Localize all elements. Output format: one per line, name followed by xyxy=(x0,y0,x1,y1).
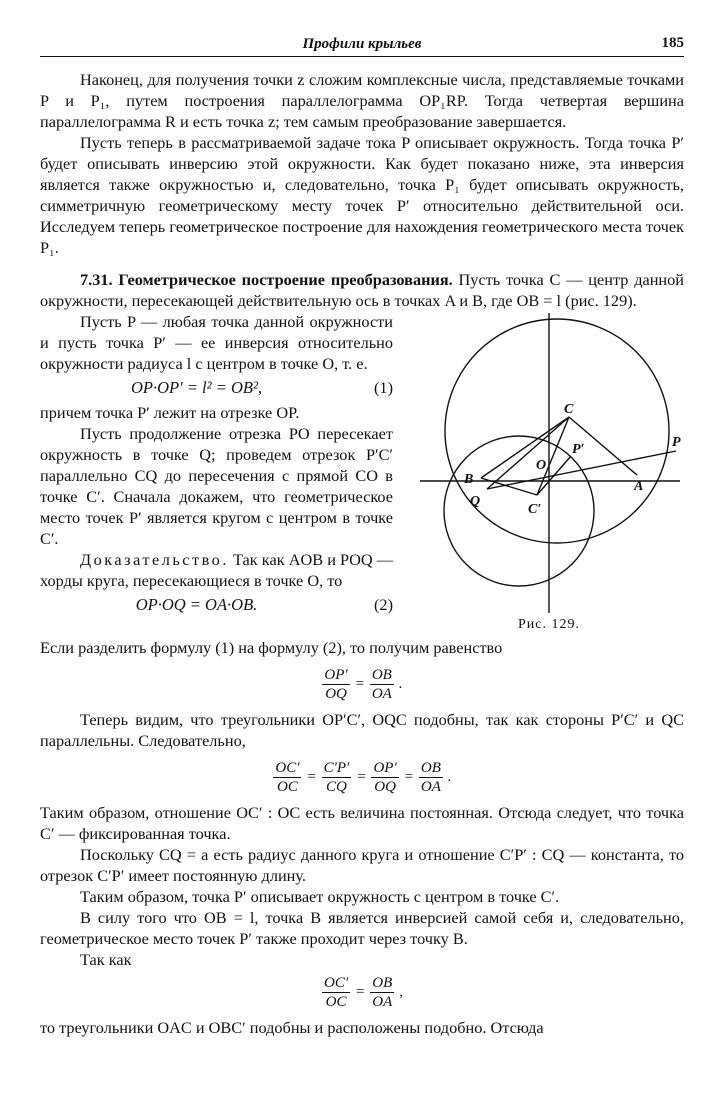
denominator: OA xyxy=(371,686,392,702)
inverse-circle xyxy=(444,436,594,586)
label-q: Q xyxy=(470,494,481,509)
outer-circle xyxy=(445,319,669,543)
paragraph-1: Наконец, для получения точки z сложим комплексные числа, представляемые точками P и P₁, путем построения параллелограмма OP₁RP. Тогда четвертая вершина параллелограмма R и есть точка z; тем самым преобразование завершается. xyxy=(40,70,684,131)
paragraph-5: причем точка P′ лежит на отрезке OP. xyxy=(40,403,300,422)
page-header xyxy=(40,34,684,57)
text-figure-wrap xyxy=(40,311,684,633)
equation-2-body: OP·OQ = OA·OB. xyxy=(135,595,258,614)
section-title: 7.31. Геометрическое построение преобразования. xyxy=(80,270,453,289)
section-intro: Пусть точка C — центр данной окружности, пересекающей действительную ось в точках A и B, где OB = l (рис. 129). xyxy=(40,270,684,310)
fraction xyxy=(370,666,394,703)
label-p: P xyxy=(672,435,681,450)
paragraph-10: Таким образом, отношение OC′ : OC есть величина постоянная. Отсюда следует, что точка C′ — фиксированная точка. xyxy=(40,803,684,843)
fraction xyxy=(322,759,352,796)
equals-sign: = xyxy=(355,984,366,1000)
label-a: A xyxy=(634,479,644,494)
geometry-diagram xyxy=(414,313,684,613)
paragraph-13: В силу того что OB = l, точка B является инверсией самой себя и, следовательно, геометрическое место точек P′ также проходит через точку B. xyxy=(40,908,684,948)
paragraph-12: Таким образом, точка P′ описывает окружность с центром в точке C′. xyxy=(80,887,560,906)
denominator: CQ xyxy=(326,779,347,795)
numerator: C′P′ xyxy=(323,760,350,776)
label-b: B xyxy=(464,472,474,487)
equals-sign: = xyxy=(354,676,365,692)
numerator: OC′ xyxy=(275,760,300,776)
numerator: OC′ xyxy=(324,975,349,991)
equals-sign: = xyxy=(403,769,414,785)
paragraph-11: Поскольку CQ = a есть радиус данного круга и отношение C′P′ : CQ — константа, то отрезок C′P′ имеет постоянную длину. xyxy=(40,845,684,885)
label-c-prime: C′ xyxy=(528,502,542,517)
figure-caption: Рис. 129. xyxy=(518,617,580,632)
paragraph-2: Пусть теперь в рассматриваемой задаче тока P описывает окружность. Тогда точка P′ будет описывать инверсию этой окружности. Как будет показано ниже, эта инверсия является также окружностью и, следовательно, точка P₁ будет описывать окружность, симметричную геометрическому месту точек P′ относительно действительной оси. Исследуем теперь геометрическое построение для нахождения геометрического места точек P₁. xyxy=(40,133,684,257)
denominator: OA xyxy=(372,994,393,1010)
equals-sign: = xyxy=(356,769,367,785)
wrap-text-column xyxy=(40,311,393,619)
label-o: O xyxy=(536,458,547,473)
numerator: OB xyxy=(420,760,441,776)
denominator: OQ xyxy=(325,686,347,702)
denominator: OQ xyxy=(374,779,396,795)
punctuation: . xyxy=(447,769,452,785)
line-q-c xyxy=(487,417,569,489)
equation-1 xyxy=(40,374,393,402)
label-c: C xyxy=(564,402,574,417)
fraction-equation-c xyxy=(40,974,684,1011)
fraction-equation-a xyxy=(40,666,684,703)
equation-1-body: OP·OP′ = l² = OB², xyxy=(130,378,263,397)
proof-intro: Так как AOB и POQ — хорды круга, пересекающиеся в точке O, то xyxy=(40,550,393,590)
equation-1-number: (1) xyxy=(374,378,393,397)
paragraph-7 xyxy=(40,549,393,591)
page xyxy=(40,34,684,1038)
running-title: Профили крыльев xyxy=(302,36,422,52)
denominator: OA xyxy=(420,779,441,795)
equation-2-number: (2) xyxy=(374,595,393,614)
paragraph-8: Если разделить формулу (1) на формулу (2), то получим равенство xyxy=(40,638,503,657)
equation-2 xyxy=(40,591,393,619)
paragraph-14: Так как xyxy=(80,950,132,969)
paragraph-9: Теперь видим, что треугольники OP′C′, OQC подобны, так как стороны P′C′ и QC параллельны. Следовательно, xyxy=(40,710,684,750)
denominator: OC xyxy=(277,779,298,795)
fraction xyxy=(273,759,301,796)
fraction xyxy=(370,974,394,1011)
punctuation: . xyxy=(398,676,403,692)
fraction xyxy=(322,974,350,1011)
fraction xyxy=(371,759,398,796)
numerator: OB xyxy=(372,975,393,991)
paragraph-15: то треугольники OAC и OBC′ подобны и расположены подобно. Отсюда xyxy=(40,1018,544,1037)
fraction xyxy=(322,666,349,703)
punctuation: , xyxy=(399,984,403,1000)
numerator: OP′ xyxy=(373,760,397,776)
equals-sign: = xyxy=(306,769,317,785)
paragraph-4: Пусть P — любая точка данной окружности и пусть точка P′ — ее инверсия относительно окружности радиуса l с центром в точке O, т. е. xyxy=(40,312,393,373)
figure-129 xyxy=(414,313,684,633)
proof-word: Доказательство. xyxy=(80,550,229,569)
denominator: OC xyxy=(325,994,347,1010)
fraction-equation-b xyxy=(40,759,684,796)
fraction xyxy=(419,759,443,796)
page-number: 185 xyxy=(661,35,684,51)
numerator: OP′ xyxy=(324,667,348,683)
numerator: OB xyxy=(371,667,392,683)
label-p-prime: P′ xyxy=(572,442,585,457)
paragraph-6: Пусть продолжение отрезка PO пересекает окружность в точке Q; проведем отрезок P′C′ параллельно CQ до пересечения с прямой CO в точке C′. Сначала докажем, что геометрическое место точек P′ является кругом с центром в точке C′. xyxy=(40,424,393,548)
paragraph-section xyxy=(40,269,684,311)
